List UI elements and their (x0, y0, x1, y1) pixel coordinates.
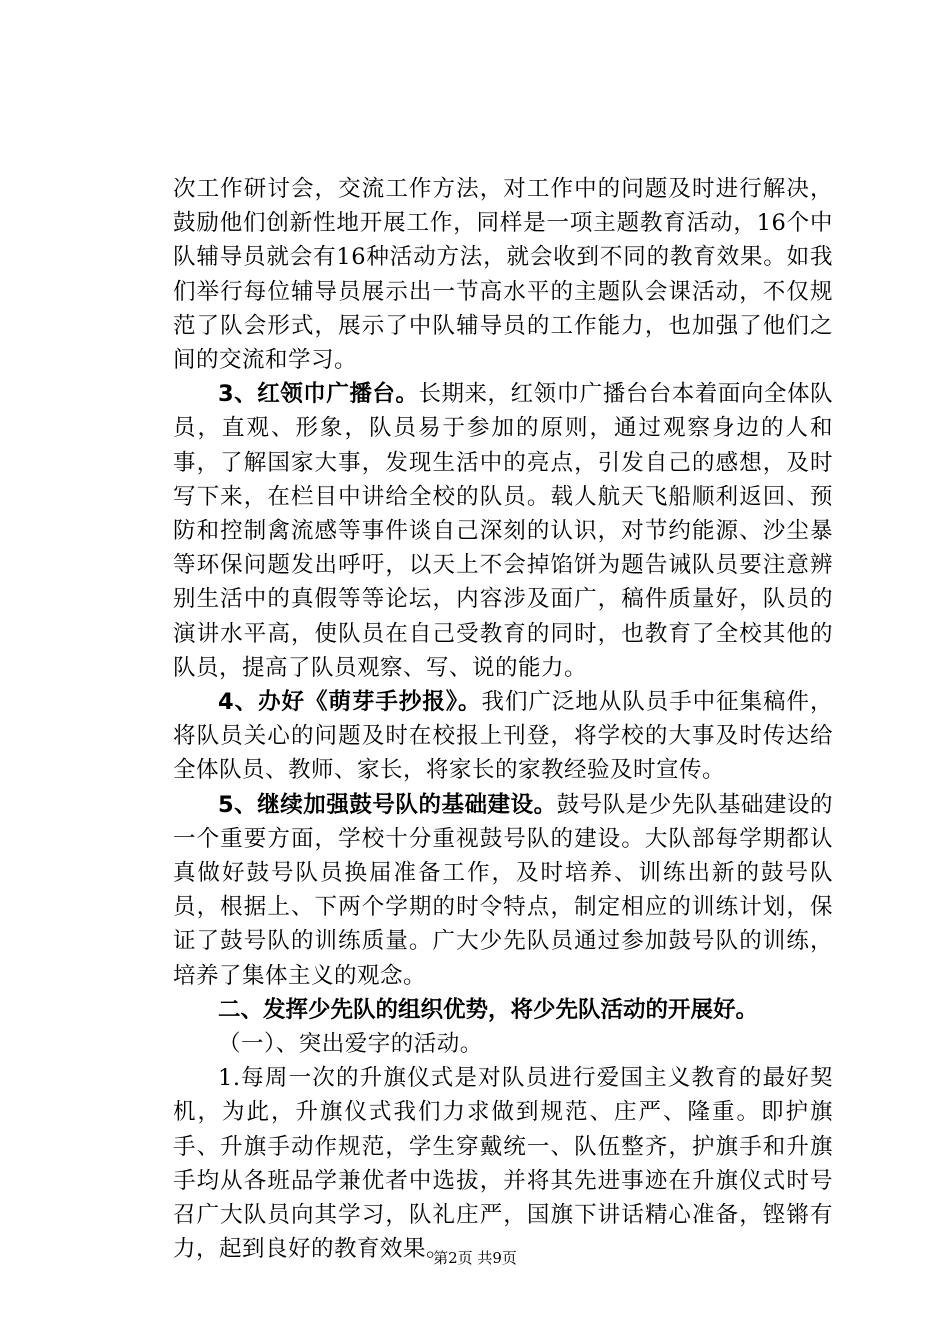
paragraph-continued (173, 172, 833, 377)
paragraph-text: 鼓号队是少先队基础建设的一个重要方面，学校十分重视鼓号队的建设。大队部每学期都认真做好鼓号队员换届准备工作，及时培养、训练出新的鼓号队员，根据上、下两个学期的时令特点，制定相应的训练计划，保证了鼓号队的训练质量。广大少先队员通过参加鼓号队的训练，培养了集体主义的观念。 (173, 791, 833, 989)
paragraph-drum-band (173, 788, 833, 993)
paragraph-text: 我们广泛地从队员手中征集稿件，将队员关心的问题及时在校报上刊登，将学校的大事及时传达给全体队员、教师、家长，将家长的家教经验及时宣传。 (173, 689, 833, 784)
section-heading: 二、发挥少先队的组织优势，将少先队活动的开展好。 (218, 996, 759, 1023)
paragraph-lead: 4、办好《萌芽手抄报》。 (218, 689, 482, 716)
paragraph-text: 次工作研讨会，交流工作方法，对工作中的问题及时进行解决，鼓励他们创新性地开展工作，同样是一项主题教育活动，16个中队辅导员就会有16种活动方法，就会收到不同的教育效果。如我们举行每位辅导员展示出一节高水平的主题队会课活动，不仅规范了队会形式，展示了中队辅导员的工作能力，也加强了他们之间的交流和学习。 (173, 176, 833, 374)
paragraph-text: 长期来，红领巾广播台台本着面向全体队员，直观、形象，队员易于参加的原则，通过观察身边的人和事，了解国家大事，发现生活中的亮点，引发自己的感想，及时写下来，在栏目中讲给全校的队员。载人航天飞船顺利返回、预防和控制禽流感等事件谈自己深刻的认识，对节约能源、沙尘暴等环保问题发出呼吁，以天上不会掉馅饼为题告诫队员要注意辨别生活中的真假等等论坛，内容涉及面广，稿件质量好，队员的演讲水平高，使队员在自己受教育的同时，也教育了全校其他的队员，提高了队员观察、写、说的能力。 (173, 381, 833, 681)
page-footer (0, 1247, 950, 1268)
page-number: 第2页 共9页 (433, 1249, 517, 1267)
document-body (173, 172, 833, 1267)
subsection-heading: （一）、突出爱字的活动。 (218, 1031, 483, 1058)
paragraph-lead: 5、继续加强鼓号队的基础建设。 (218, 791, 557, 818)
paragraph-broadcast-station (173, 377, 833, 685)
paragraph-handwritten-newspaper (173, 685, 833, 788)
paragraph-flag-ceremony: 1.每周一次的升旗仪式是对队员进行爱国主义教育的最好契机，为此，升旗仪式我们力求做到规范、庄严、隆重。即护旗手、升旗手动作规范，学生穿戴统一、队伍整齐，护旗手和升旗手均从各班品学兼优者中选拔，并将其先进事迹在升旗仪式时号召广大队员向其学习，队礼庄严，国旗下讲话精心准备，铿锵有力，起到良好的教育效果。 (173, 1065, 833, 1263)
paragraph-lead: 3、红领巾广播台。 (218, 381, 419, 408)
